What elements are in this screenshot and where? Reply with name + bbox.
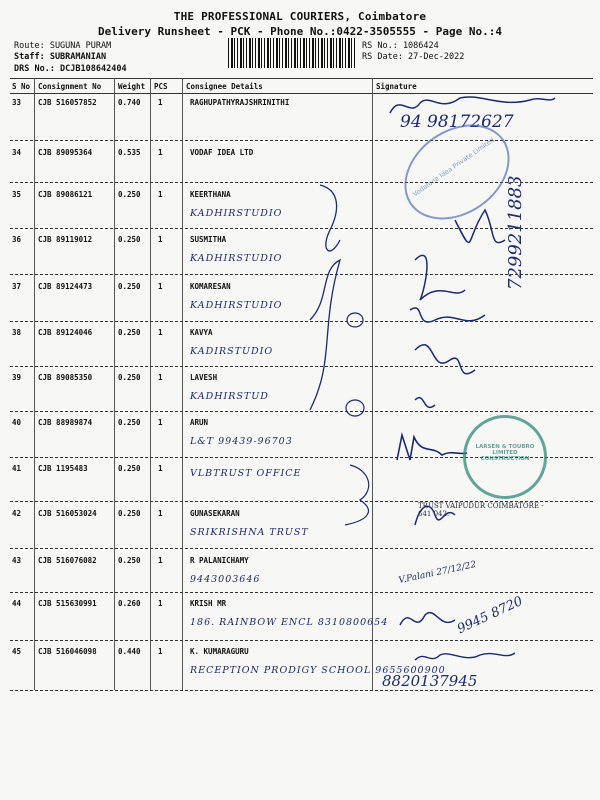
- row-weight: 0.250: [118, 282, 141, 291]
- row-consignee: RAGHUPATHYRAJSHRINITHI: [190, 98, 290, 107]
- col-sno: S No: [12, 82, 31, 91]
- row-pcs: 1: [158, 328, 163, 337]
- row-sno: 39: [12, 373, 22, 382]
- col-divider: [150, 78, 151, 690]
- row-consignee: R PALANICHAMY: [190, 556, 249, 565]
- company-title: THE PROFESSIONAL COURIERS, Coimbatore: [173, 10, 427, 23]
- signature-45-phone: 8820137945: [382, 672, 478, 690]
- vodafone-stamp: Vodafone Idea Private Limited: [386, 105, 528, 239]
- row-pcs: 1: [158, 556, 163, 565]
- row-weight: 0.740: [118, 98, 141, 107]
- rs-no-label: RS No.: 1086424: [362, 41, 439, 51]
- barcode: [228, 38, 356, 68]
- row-pcs: 1: [158, 509, 163, 518]
- row-consignee: KOMARESAN: [190, 282, 231, 291]
- col-divider: [114, 78, 115, 690]
- row-sno: 43: [12, 556, 22, 565]
- drs-label: DRS No.: DCJB108642404: [14, 64, 127, 74]
- row-consignment: CJB 89124046: [38, 328, 93, 337]
- table-top-rule: [10, 78, 593, 79]
- signature-44-note: 9945 8720: [455, 593, 526, 638]
- row-consignment: CJB 89085350: [38, 373, 93, 382]
- row-consignee: KRISH MR: [190, 599, 227, 608]
- row-consignee: GUNASEKARAN: [190, 509, 240, 518]
- row-sno: 41: [12, 464, 22, 473]
- row-consignment: CJB 1195483: [38, 464, 88, 473]
- row-weight: 0.250: [118, 328, 141, 337]
- row-sno: 35: [12, 190, 22, 199]
- rs-date-label: RS Date: 27-Dec-2022: [362, 52, 465, 62]
- brace-mark: [300, 180, 380, 420]
- row-weight: 0.250: [118, 464, 141, 473]
- row-consignment: CJB 89119012: [38, 235, 93, 244]
- row-divider: [10, 690, 593, 691]
- row-pcs: 1: [158, 647, 163, 656]
- row-consignee: KEERTHANA: [190, 190, 231, 199]
- row-weight: 0.250: [118, 190, 141, 199]
- row-sno: 37: [12, 282, 22, 291]
- row-weight: 0.250: [118, 235, 141, 244]
- row-consignee: SUSMITHA: [190, 235, 227, 244]
- row-consignment: CJB 88989874: [38, 418, 93, 427]
- row-handwritten-note: VLBTRUST OFFICE: [190, 468, 302, 479]
- row-consignee: ARUN: [190, 418, 209, 427]
- row-handwritten-note: KADHIRSTUDIO: [190, 208, 283, 219]
- row-sno: 33: [12, 98, 22, 107]
- row-pcs: 1: [158, 599, 163, 608]
- row-pcs: 1: [158, 464, 163, 473]
- signature-43: V.Palani 27/12/22: [397, 559, 478, 587]
- row-handwritten-note: KADHIRSTUD: [190, 391, 269, 402]
- row-sno: 44: [12, 599, 22, 608]
- row-pcs: 1: [158, 148, 163, 157]
- row-sno: 34: [12, 148, 22, 157]
- row-handwritten-note: 9443003646: [190, 574, 261, 585]
- row-handwritten-note: KADIRSTUDIO: [190, 346, 274, 357]
- row-handwritten-note: RECEPTION PRODIGY SCHOOL 9655600900: [190, 665, 446, 676]
- row-handwritten-note: L&T 99439-96703: [190, 436, 293, 447]
- row-divider: [10, 140, 593, 141]
- row-weight: 0.250: [118, 509, 141, 518]
- row-sno: 36: [12, 235, 22, 244]
- col-divider: [182, 78, 183, 690]
- signature-33-phone: 94 98172627: [400, 112, 514, 132]
- trust-stamp: TRUST VAIPUDUR COIMBATORE - 641 042.: [418, 502, 544, 518]
- row-sno: 45: [12, 647, 22, 656]
- row-divider: [10, 548, 593, 549]
- signature-45: [410, 645, 520, 670]
- row-weight: 0.440: [118, 647, 141, 656]
- row-consignment: CJB 89095364: [38, 148, 93, 157]
- lt-stamp: LARSEN & TOUBRO LIMITED CONSTRUCTION: [463, 415, 547, 499]
- row-sno: 38: [12, 328, 22, 337]
- col-consignment: Consignment No: [38, 82, 102, 91]
- row-handwritten-note: 186. RAINBOW ENCL 8310800654: [190, 617, 389, 628]
- row-pcs: 1: [158, 418, 163, 427]
- row-sno: 42: [12, 509, 22, 518]
- route-label: Route: SUGUNA PURAM: [14, 41, 112, 51]
- row-handwritten-note: KADHIRSTUDIO: [190, 253, 283, 264]
- row-consignment: CJB 89086121: [38, 190, 93, 199]
- row-weight: 0.535: [118, 148, 141, 157]
- row-consignee: K. KUMARAGURU: [190, 647, 249, 656]
- row-pcs: 1: [158, 282, 163, 291]
- col-consignee: Consignee Details: [186, 82, 263, 91]
- row-weight: 0.260: [118, 599, 141, 608]
- col-signature: Signature: [376, 82, 417, 91]
- col-divider: [34, 78, 35, 690]
- row-weight: 0.250: [118, 373, 141, 382]
- brace-mark: [340, 460, 390, 530]
- staff-label: Staff: SUBRAMANIAN: [14, 52, 107, 62]
- row-weight: 0.250: [118, 556, 141, 565]
- row-pcs: 1: [158, 235, 163, 244]
- row-weight: 0.250: [118, 418, 141, 427]
- row-consignment: CJB 516046098: [38, 647, 97, 656]
- row-pcs: 1: [158, 98, 163, 107]
- runsheet-title: Delivery Runsheet - PCK - Phone No.:0422-3505555 - Page No.:4: [98, 25, 502, 38]
- row-consignment: CJB 516053024: [38, 509, 97, 518]
- row-consignment: CJB 89124473: [38, 282, 93, 291]
- col-weight: Weight: [118, 82, 146, 91]
- row-pcs: 1: [158, 373, 163, 382]
- row-handwritten-note: KADHIRSTUDIO: [190, 300, 283, 311]
- row-consignment: CJB 516057852: [38, 98, 97, 107]
- row-consignee: KAVYA: [190, 328, 213, 337]
- signature-42: [405, 495, 465, 540]
- signature-40: [392, 425, 472, 470]
- signature-35-39: [395, 200, 575, 440]
- row-consignment: CJB 516076082: [38, 556, 97, 565]
- row-consignment: CJB 515630991: [38, 599, 97, 608]
- col-pcs: PCS: [154, 82, 168, 91]
- row-divider: [10, 592, 593, 593]
- row-pcs: 1: [158, 190, 163, 199]
- row-consignee: VODAF IDEA LTD: [190, 148, 254, 157]
- row-sno: 40: [12, 418, 22, 427]
- signature-35-39-phone: 7299211883: [505, 175, 526, 290]
- row-handwritten-note: SRIKRISHNA TRUST: [190, 527, 309, 538]
- row-consignee: LAVESH: [190, 373, 218, 382]
